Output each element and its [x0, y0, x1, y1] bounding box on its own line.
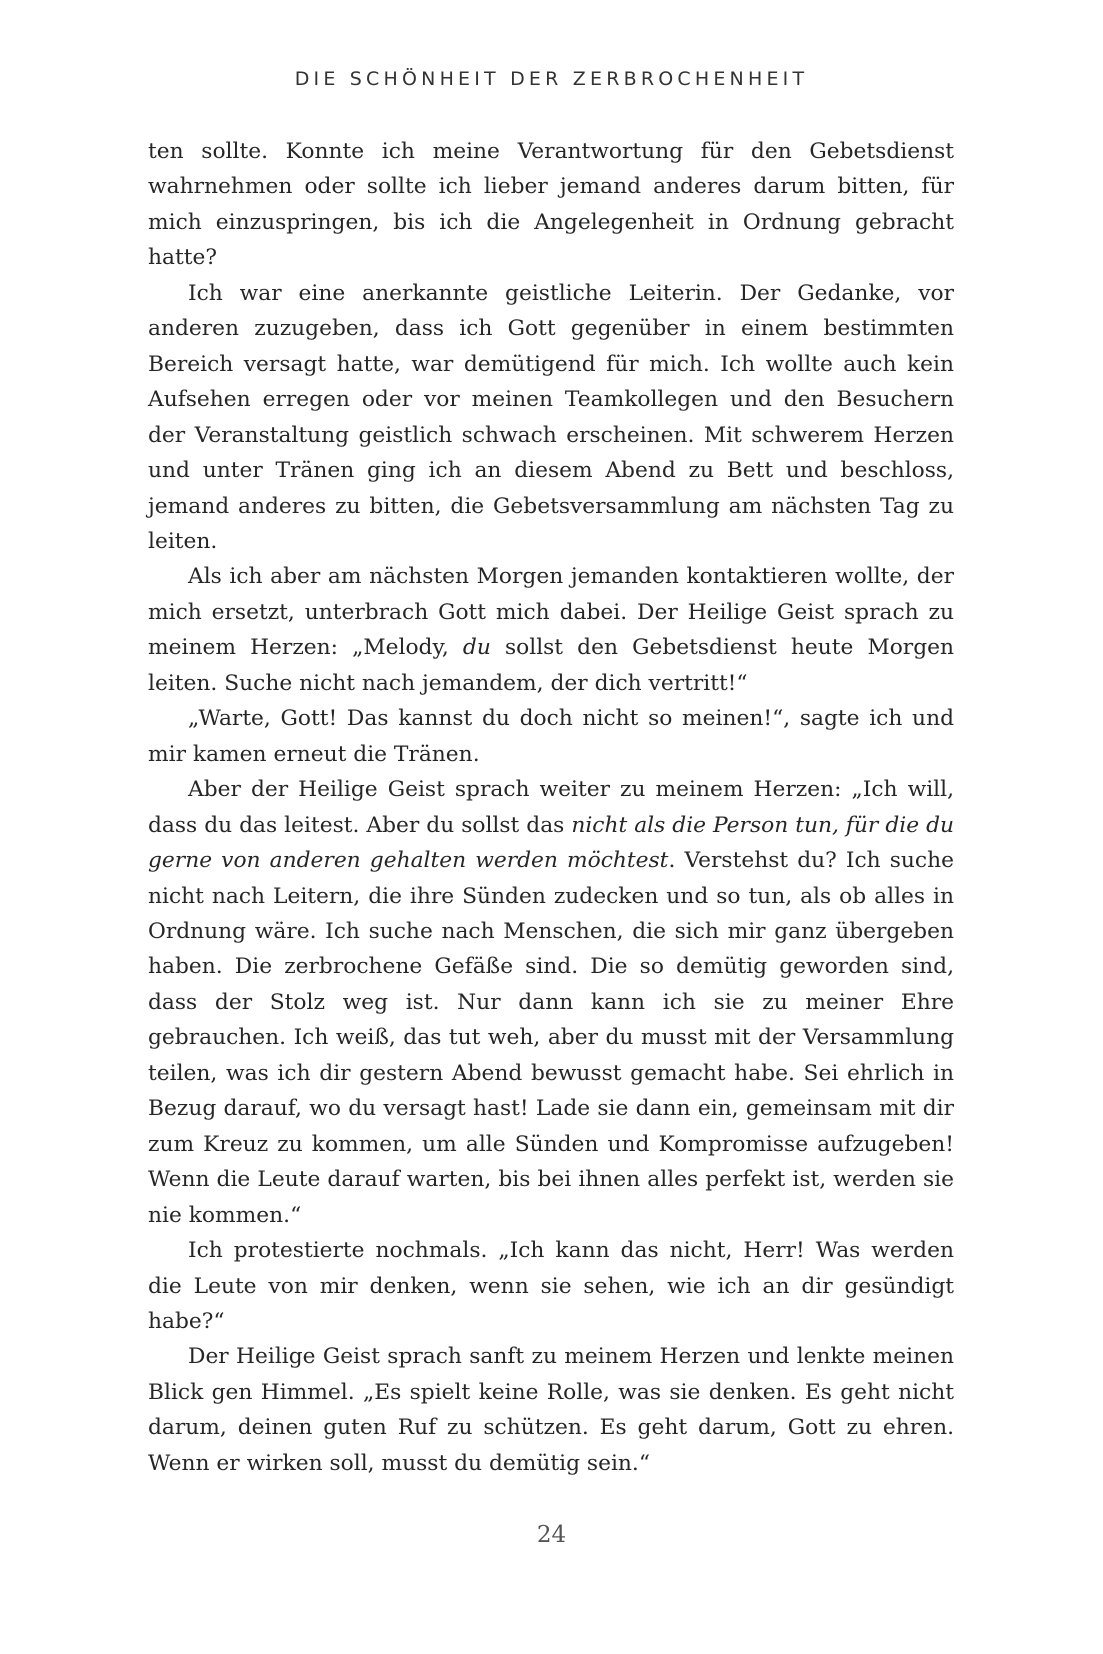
paragraph-text: Ich protestierte nochmals. „Ich kann das nicht, Herr! Was werden die Leute von mir denken, wenn sie sehen, wie ich an dir gesündigt habe?“ [148, 1238, 954, 1334]
paragraph-text: Der Heilige Geist sprach sanft zu meinem Herzen und lenkte meinen Blick gen Himmel. „Es spielt keine Rolle, was sie denken. Es geht nicht darum, deinen guten Ruf zu schützen. Es geht darum, Gott zu ehren. Wenn er wirken soll, musst du demütig sein.“ [148, 1344, 954, 1476]
paragraph-text: Als ich aber am nächsten Morgen jemanden kontaktieren wollte, der mich ersetzt, unterbrach Gott mich dabei. Der Heilige Geist sprach zu meinem Herzen: „Melody, [148, 564, 954, 661]
paragraph [148, 1339, 954, 1481]
paragraph [148, 1233, 954, 1339]
emphasis-text: du [462, 635, 491, 661]
paragraph [148, 701, 954, 772]
emphasis-text: nicht als die Person tun, für die du gerne von anderen gehalten werden möchtest [148, 812, 954, 874]
paragraph [148, 134, 954, 276]
running-head: DIE SCHÖNHEIT DER ZERBROCHENHEIT [294, 68, 809, 90]
body-text [148, 134, 954, 1481]
paragraph-text: ten sollte. Konnte ich meine Verantwortung für den Gebetsdienst wahrnehmen oder sollte ich lieber jemand anderes darum bitten, für mich einzuspringen, bis ich die Angelegenheit in Ordnung gebracht hatte? [148, 139, 954, 271]
paragraph-text: Ich war eine anerkannte geistliche Leiterin. Der Gedanke, vor anderen zuzugeben, dass ich Gott gegenüber in einem bestimmten Bereich versagt hatte, war demütigend für mich. Ich wollte auch kein Aufsehen erregen oder vor meinen Teamkollegen und den Besuchern der Veranstaltung geistlich schwach erscheinen. Mit schwerem Herzen und unter Tränen ging ich an diesem Abend zu Bett und beschloss, jemand anderes zu bitten, die Gebetsversammlung am nächsten Tag zu leiten. [148, 280, 954, 554]
paragraph-text: Aber der Heilige Geist sprach weiter zu meinem Herzen: „Ich will, dass du das leitest. Aber du sollst das [148, 777, 954, 838]
paragraph-text: . Verstehst du? Ich suche nicht nach Leitern, die ihre Sünden zudecken und so tun, als ob alles in Ordnung wäre. Ich suche nach Menschen, die sich mir ganz übergeben haben. Die zerbrochene Gefäße sind. Die so demütig geworden sind, dass der Stolz weg ist. Nur dann kann ich sie zu meiner Ehre gebrauchen. Ich weiß, das tut weh, aber du musst mit der Versammlung teilen, was ich dir gestern Abend bewusst gemacht habe. Sei ehrlich in Bezug darauf, wo du versagt hast! Lade sie dann ein, gemeinsam mit dir zum Kreuz zu kommen, um alle Sünden und Kompromisse aufzugeben! Wenn die Leute darauf warten, bis bei ihnen alles perfekt ist, werden sie nie kommen.“ [148, 848, 954, 1228]
paragraph [148, 772, 954, 1233]
paragraph-text: sollst den Gebetsdienst heute Morgen leiten. Suche nicht nach jemandem, der dich vertritt!“ [148, 635, 955, 696]
paragraph [148, 276, 954, 560]
page-number: 24 [536, 1522, 567, 1548]
paragraph [148, 559, 954, 701]
paragraph-text: „Warte, Gott! Das kannst du doch nicht so meinen!“, sagte ich und mir kamen erneut die Tränen. [148, 706, 954, 767]
